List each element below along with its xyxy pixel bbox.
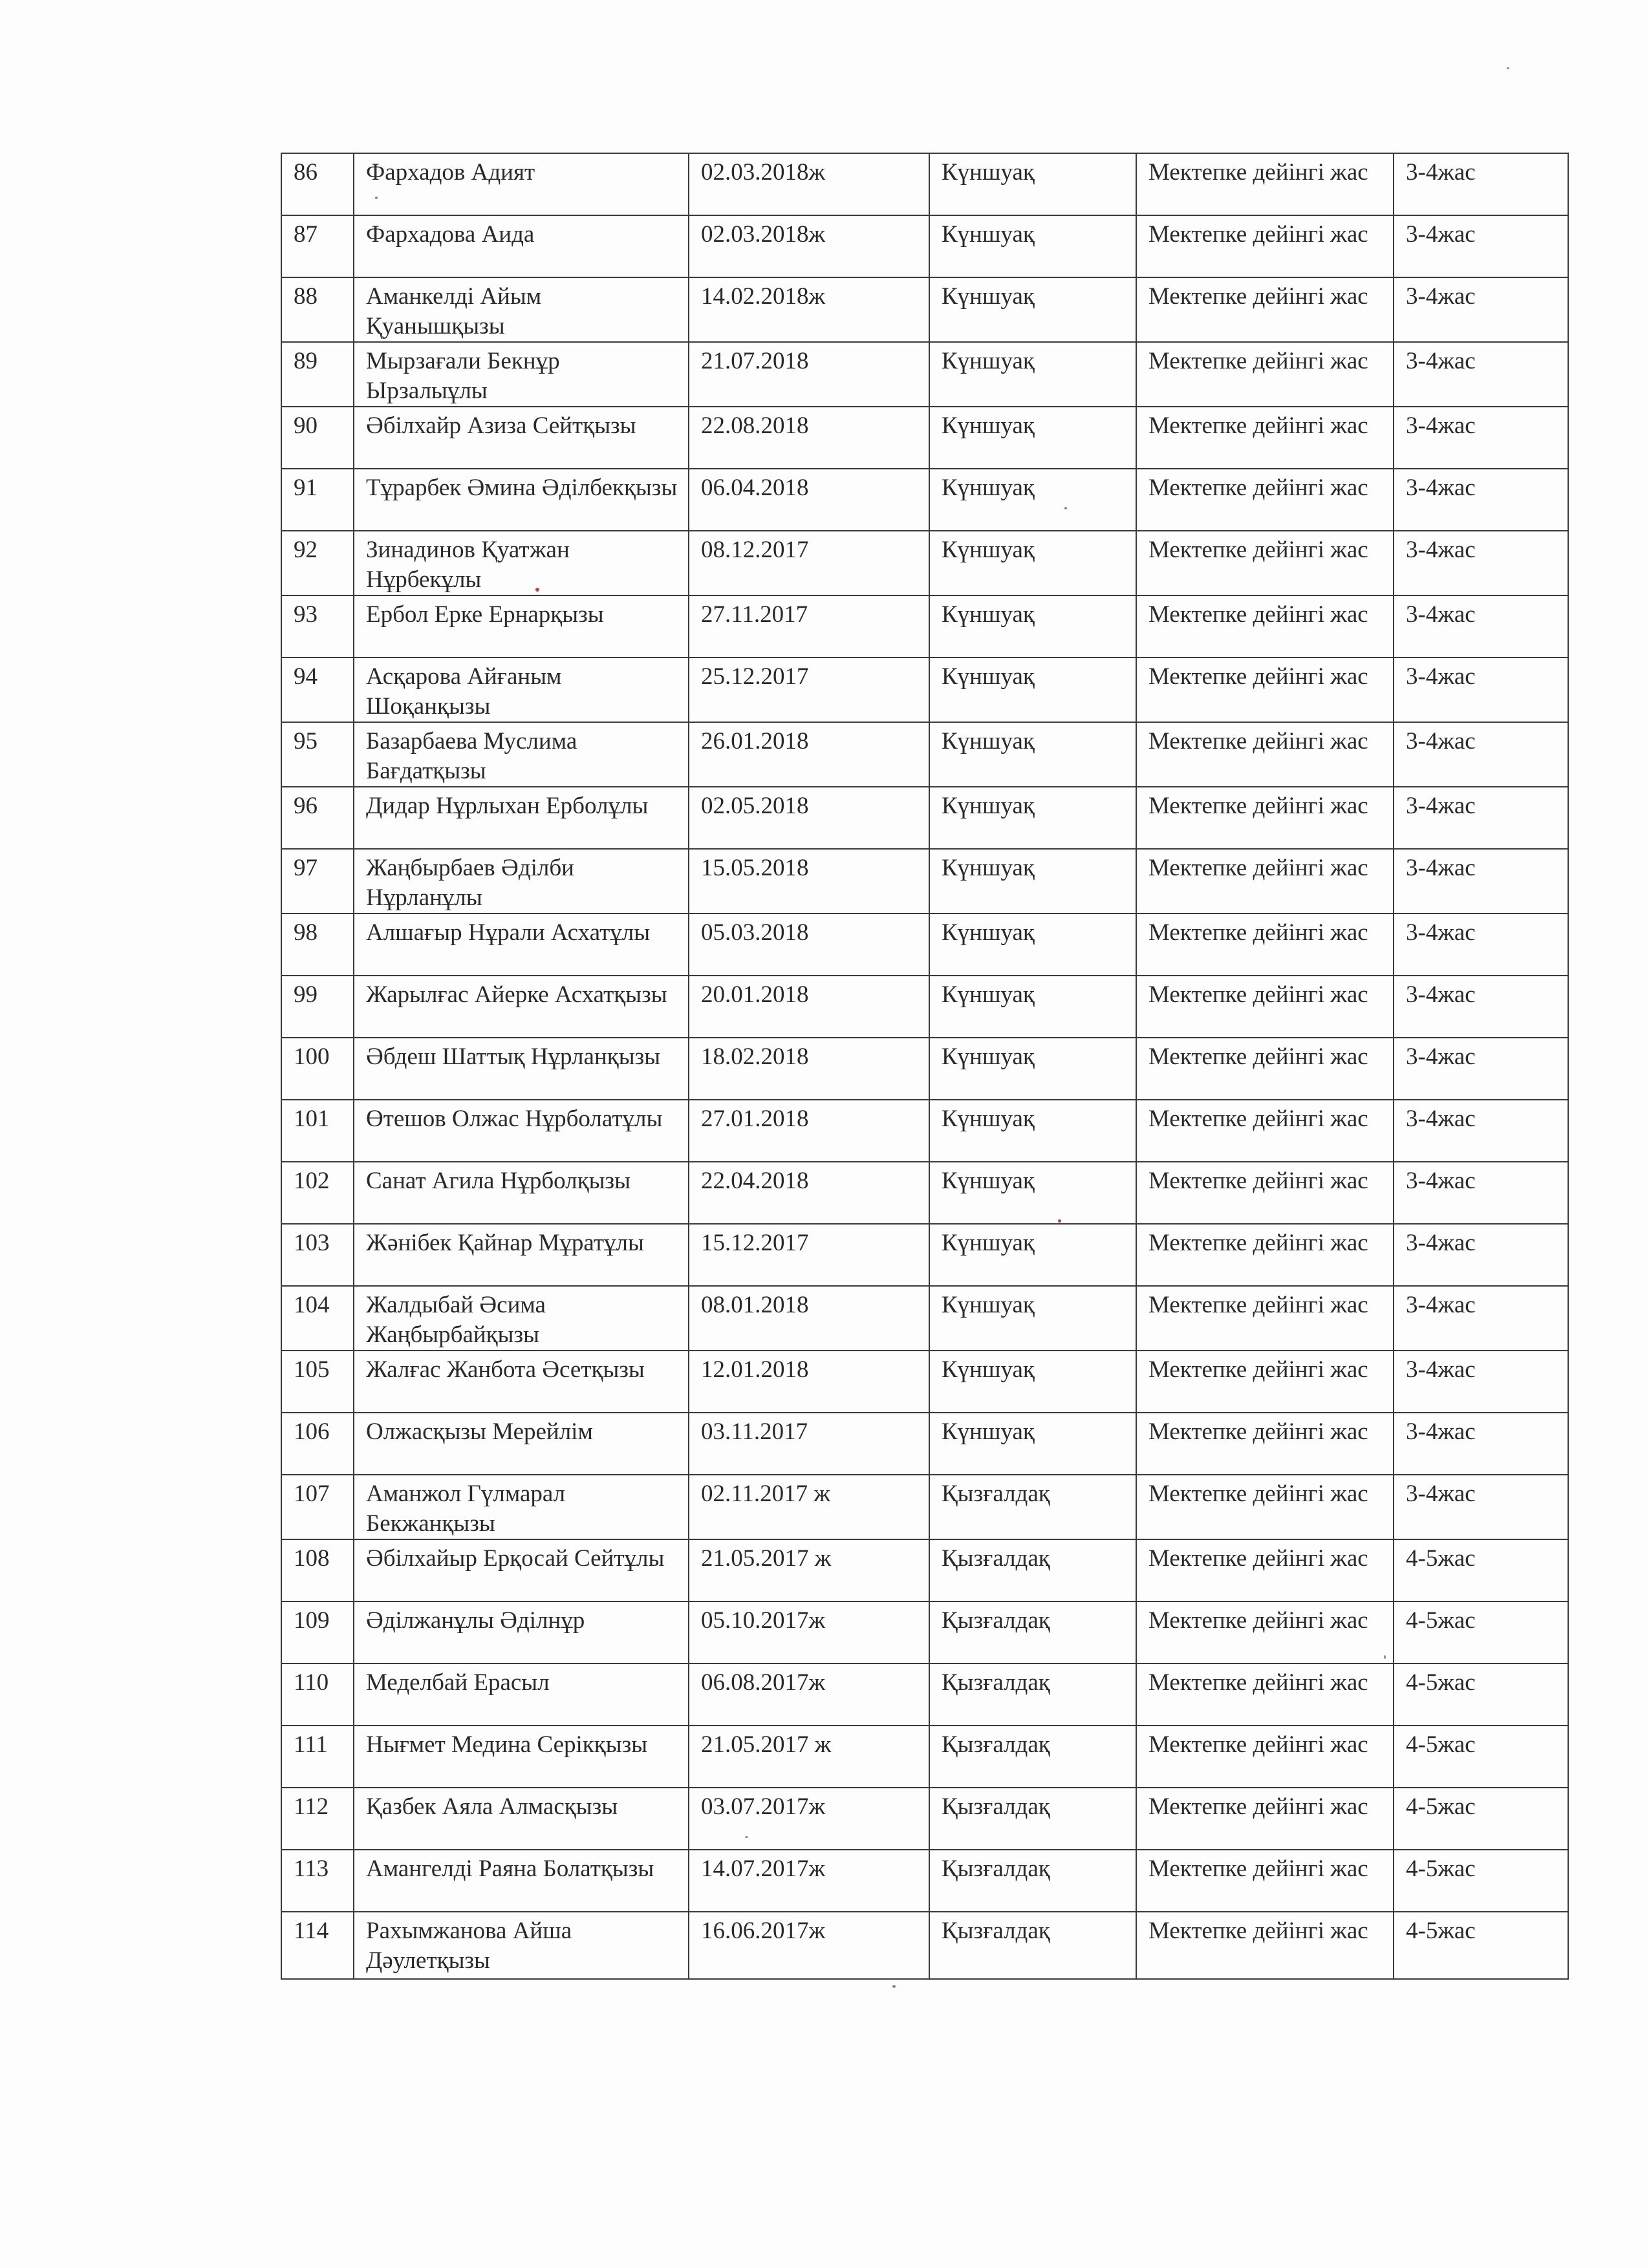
- scan-speck: [892, 1985, 896, 1988]
- age-category-cell: Мектепке дейінгі жас: [1136, 277, 1394, 342]
- age-category-cell: Мектепке дейінгі жас: [1136, 1038, 1394, 1100]
- age-range-cell: 3-4жас: [1394, 1413, 1568, 1475]
- child-name-cell: Зинадинов Қуатжан Нұрбекұлы: [354, 531, 689, 595]
- age-category-cell: Мектепке дейінгі жас: [1136, 658, 1394, 722]
- age-category-cell: Мектепке дейінгі жас: [1136, 787, 1394, 849]
- scan-speck: [375, 197, 378, 199]
- group-name-cell: Күншуақ: [929, 407, 1136, 469]
- group-name-cell: Қызғалдақ: [929, 1912, 1136, 1979]
- age-category-cell: Мектепке дейінгі жас: [1136, 722, 1394, 787]
- row-number-cell: 100: [281, 1038, 354, 1100]
- table-row: [281, 407, 1568, 469]
- age-range-cell: 3-4жас: [1394, 722, 1568, 787]
- age-range-cell: 3-4жас: [1394, 342, 1568, 407]
- age-range-cell: 3-4жас: [1394, 658, 1568, 722]
- child-name-cell: Жалғас Жанбота Әсетқызы: [354, 1351, 689, 1413]
- table-row: [281, 531, 1568, 595]
- birth-date-cell: 06.04.2018: [689, 469, 929, 531]
- child-name-cell: Амангелді Раяна Болатқызы: [354, 1850, 689, 1912]
- age-range-cell: 3-4жас: [1394, 469, 1568, 531]
- table-row: [281, 1788, 1568, 1850]
- birth-date-cell: 21.05.2017 ж: [689, 1539, 929, 1601]
- child-name-cell: Тұрарбек Әмина Әділбекқызы: [354, 469, 689, 531]
- age-category-cell: Мектепке дейінгі жас: [1136, 469, 1394, 531]
- age-category-cell: Мектепке дейінгі жас: [1136, 1912, 1394, 1979]
- group-name-cell: Қызғалдақ: [929, 1664, 1136, 1726]
- group-name-cell: Қызғалдақ: [929, 1850, 1136, 1912]
- table-row: [281, 787, 1568, 849]
- row-number-cell: 89: [281, 342, 354, 407]
- table-row: [281, 1351, 1568, 1413]
- table-row: [281, 1475, 1568, 1539]
- age-category-cell: Мектепке дейінгі жас: [1136, 215, 1394, 277]
- child-name-cell: Әбдеш Шаттық Нұрланқызы: [354, 1038, 689, 1100]
- row-number-cell: 103: [281, 1224, 354, 1286]
- birth-date-cell: 03.11.2017: [689, 1413, 929, 1475]
- row-number-cell: 97: [281, 849, 354, 914]
- child-name-cell: Қазбек Аяла Алмасқызы: [354, 1788, 689, 1850]
- age-category-cell: Мектепке дейінгі жас: [1136, 1475, 1394, 1539]
- row-number-cell: 110: [281, 1664, 354, 1726]
- child-name-cell: Олжасқызы Мерейлім: [354, 1413, 689, 1475]
- birth-date-cell: 14.02.2018ж: [689, 277, 929, 342]
- row-number-cell: 86: [281, 153, 354, 215]
- child-name-cell: Нығмет Медина Серікқызы: [354, 1726, 689, 1788]
- group-name-cell: Қызғалдақ: [929, 1475, 1136, 1539]
- age-range-cell: 3-4жас: [1394, 1162, 1568, 1224]
- age-category-cell: Мектепке дейінгі жас: [1136, 1726, 1394, 1788]
- scan-speck: [1507, 67, 1509, 69]
- birth-date-cell: 22.08.2018: [689, 407, 929, 469]
- age-category-cell: Мектепке дейінгі жас: [1136, 407, 1394, 469]
- table-row: [281, 658, 1568, 722]
- age-category-cell: Мектепке дейінгі жас: [1136, 1162, 1394, 1224]
- scan-speck: [1058, 1219, 1061, 1223]
- row-number-cell: 113: [281, 1850, 354, 1912]
- group-name-cell: Күншуақ: [929, 1413, 1136, 1475]
- group-name-cell: Күншуақ: [929, 469, 1136, 531]
- row-number-cell: 111: [281, 1726, 354, 1788]
- table-row: [281, 469, 1568, 531]
- child-name-cell: Фархадова Аида: [354, 215, 689, 277]
- birth-date-cell: 15.12.2017: [689, 1224, 929, 1286]
- group-name-cell: Күншуақ: [929, 658, 1136, 722]
- age-category-cell: Мектепке дейінгі жас: [1136, 914, 1394, 976]
- age-category-cell: Мектепке дейінгі жас: [1136, 849, 1394, 914]
- group-name-cell: Күншуақ: [929, 914, 1136, 976]
- table-row: [281, 595, 1568, 658]
- table-row: [281, 1286, 1568, 1351]
- table-row: [281, 1224, 1568, 1286]
- birth-date-cell: 02.11.2017 ж: [689, 1475, 929, 1539]
- child-name-cell: Аманжол Гүлмарал Бекжанқызы: [354, 1475, 689, 1539]
- age-range-cell: 3-4жас: [1394, 1286, 1568, 1351]
- group-name-cell: Күншуақ: [929, 1351, 1136, 1413]
- age-range-cell: 3-4жас: [1394, 1224, 1568, 1286]
- age-range-cell: 3-4жас: [1394, 1351, 1568, 1413]
- age-category-cell: Мектепке дейінгі жас: [1136, 1850, 1394, 1912]
- scan-speck: [745, 1836, 748, 1838]
- scan-speck: [1384, 1655, 1386, 1659]
- age-range-cell: 4-5жас: [1394, 1726, 1568, 1788]
- group-name-cell: Қызғалдақ: [929, 1726, 1136, 1788]
- age-range-cell: 4-5жас: [1394, 1850, 1568, 1912]
- child-name-cell: Мырзағали Бекнұр Ырзалыұлы: [354, 342, 689, 407]
- group-name-cell: Күншуақ: [929, 1224, 1136, 1286]
- group-name-cell: Күншуақ: [929, 787, 1136, 849]
- birth-date-cell: 27.11.2017: [689, 595, 929, 658]
- table-row: [281, 722, 1568, 787]
- birth-date-cell: 20.01.2018: [689, 976, 929, 1038]
- birth-date-cell: 05.10.2017ж: [689, 1601, 929, 1664]
- age-range-cell: 4-5жас: [1394, 1601, 1568, 1664]
- birth-date-cell: 27.01.2018: [689, 1100, 929, 1162]
- table-row: [281, 342, 1568, 407]
- age-range-cell: 3-4жас: [1394, 153, 1568, 215]
- row-number-cell: 92: [281, 531, 354, 595]
- birth-date-cell: 02.05.2018: [689, 787, 929, 849]
- age-category-cell: Мектепке дейінгі жас: [1136, 342, 1394, 407]
- birth-date-cell: 08.12.2017: [689, 531, 929, 595]
- row-number-cell: 109: [281, 1601, 354, 1664]
- row-number-cell: 114: [281, 1912, 354, 1979]
- age-range-cell: 3-4жас: [1394, 531, 1568, 595]
- birth-date-cell: 15.05.2018: [689, 849, 929, 914]
- age-range-cell: 3-4жас: [1394, 595, 1568, 658]
- table-row: [281, 1912, 1568, 1979]
- age-category-cell: Мектепке дейінгі жас: [1136, 1224, 1394, 1286]
- child-name-cell: Жалдыбай Әсима Жаңбырбайқызы: [354, 1286, 689, 1351]
- age-range-cell: 3-4жас: [1394, 407, 1568, 469]
- age-range-cell: 3-4жас: [1394, 1100, 1568, 1162]
- table-row: [281, 914, 1568, 976]
- birth-date-cell: 06.08.2017ж: [689, 1664, 929, 1726]
- age-range-cell: 3-4жас: [1394, 976, 1568, 1038]
- age-range-cell: 3-4жас: [1394, 1038, 1568, 1100]
- child-name-cell: Жәнібек Қайнар Мұратұлы: [354, 1224, 689, 1286]
- group-name-cell: Қызғалдақ: [929, 1539, 1136, 1601]
- child-name-cell: Ербол Ерке Ернарқызы: [354, 595, 689, 658]
- age-range-cell: 4-5жас: [1394, 1664, 1568, 1726]
- group-name-cell: Қызғалдақ: [929, 1788, 1136, 1850]
- child-name-cell: Асқарова Айғаным Шоқанқызы: [354, 658, 689, 722]
- birth-date-cell: 14.07.2017ж: [689, 1850, 929, 1912]
- age-range-cell: 3-4жас: [1394, 277, 1568, 342]
- child-name-cell: Әбілхайыр Ерқосай Сейтұлы: [354, 1539, 689, 1601]
- age-range-cell: 3-4жас: [1394, 787, 1568, 849]
- age-category-cell: Мектепке дейінгі жас: [1136, 1351, 1394, 1413]
- row-number-cell: 87: [281, 215, 354, 277]
- age-category-cell: Мектепке дейінгі жас: [1136, 1413, 1394, 1475]
- table-row: [281, 1601, 1568, 1664]
- child-name-cell: Өтешов Олжас Нұрболатұлы: [354, 1100, 689, 1162]
- group-name-cell: Күншуақ: [929, 1038, 1136, 1100]
- age-category-cell: Мектепке дейінгі жас: [1136, 531, 1394, 595]
- birth-date-cell: 22.04.2018: [689, 1162, 929, 1224]
- group-name-cell: Күншуақ: [929, 1100, 1136, 1162]
- child-name-cell: Меделбай Ерасыл: [354, 1664, 689, 1726]
- age-range-cell: 3-4жас: [1394, 849, 1568, 914]
- children-roster-table: [281, 153, 1569, 1980]
- row-number-cell: 108: [281, 1539, 354, 1601]
- birth-date-cell: 02.03.2018ж: [689, 215, 929, 277]
- child-name-cell: Дидар Нұрлыхан Ерболұлы: [354, 787, 689, 849]
- table-row: [281, 153, 1568, 215]
- table-row: [281, 849, 1568, 914]
- row-number-cell: 95: [281, 722, 354, 787]
- child-name-cell: Жарылғас Айерке Асхатқызы: [354, 976, 689, 1038]
- child-name-cell: Аманкелді Айым Қуанышқызы: [354, 277, 689, 342]
- birth-date-cell: 08.01.2018: [689, 1286, 929, 1351]
- birth-date-cell: 25.12.2017: [689, 658, 929, 722]
- age-category-cell: Мектепке дейінгі жас: [1136, 1788, 1394, 1850]
- birth-date-cell: 21.05.2017 ж: [689, 1726, 929, 1788]
- table-row: [281, 1100, 1568, 1162]
- birth-date-cell: 03.07.2017ж: [689, 1788, 929, 1850]
- group-name-cell: Күншуақ: [929, 976, 1136, 1038]
- table-row: [281, 1038, 1568, 1100]
- scan-speck: [535, 588, 539, 592]
- age-category-cell: Мектепке дейінгі жас: [1136, 976, 1394, 1038]
- child-name-cell: Әбілхайр Азиза Сейтқызы: [354, 407, 689, 469]
- row-number-cell: 102: [281, 1162, 354, 1224]
- group-name-cell: Күншуақ: [929, 277, 1136, 342]
- row-number-cell: 112: [281, 1788, 354, 1850]
- child-name-cell: Жаңбырбаев Әділби Нұрланұлы: [354, 849, 689, 914]
- table-row: [281, 1726, 1568, 1788]
- row-number-cell: 106: [281, 1413, 354, 1475]
- child-name-cell: Базарбаева Муслима Бағдатқызы: [354, 722, 689, 787]
- row-number-cell: 98: [281, 914, 354, 976]
- age-range-cell: 3-4жас: [1394, 215, 1568, 277]
- child-name-cell: Санат Агила Нұрболқызы: [354, 1162, 689, 1224]
- group-name-cell: Күншуақ: [929, 531, 1136, 595]
- age-range-cell: 4-5жас: [1394, 1539, 1568, 1601]
- birth-date-cell: 16.06.2017ж: [689, 1912, 929, 1979]
- age-category-cell: Мектепке дейінгі жас: [1136, 1100, 1394, 1162]
- child-name-cell: Алшағыр Нұрали Асхатұлы: [354, 914, 689, 976]
- age-category-cell: Мектепке дейінгі жас: [1136, 1601, 1394, 1664]
- row-number-cell: 94: [281, 658, 354, 722]
- row-number-cell: 90: [281, 407, 354, 469]
- birth-date-cell: 26.01.2018: [689, 722, 929, 787]
- age-category-cell: Мектепке дейінгі жас: [1136, 1539, 1394, 1601]
- roster-body: [281, 153, 1568, 1979]
- group-name-cell: Күншуақ: [929, 342, 1136, 407]
- table-row: [281, 1162, 1568, 1224]
- row-number-cell: 91: [281, 469, 354, 531]
- group-name-cell: Күншуақ: [929, 1162, 1136, 1224]
- row-number-cell: 104: [281, 1286, 354, 1351]
- table-row: [281, 1413, 1568, 1475]
- group-name-cell: Күншуақ: [929, 153, 1136, 215]
- age-category-cell: Мектепке дейінгі жас: [1136, 153, 1394, 215]
- table-row: [281, 976, 1568, 1038]
- group-name-cell: Қызғалдақ: [929, 1601, 1136, 1664]
- age-range-cell: 4-5жас: [1394, 1788, 1568, 1850]
- table-row: [281, 215, 1568, 277]
- table-row: [281, 1850, 1568, 1912]
- scan-speck: [1064, 507, 1067, 509]
- birth-date-cell: 02.03.2018ж: [689, 153, 929, 215]
- birth-date-cell: 21.07.2018: [689, 342, 929, 407]
- child-name-cell: Рахымжанова Айша Дәулетқызы: [354, 1912, 689, 1979]
- age-category-cell: Мектепке дейінгі жас: [1136, 1664, 1394, 1726]
- group-name-cell: Күншуақ: [929, 722, 1136, 787]
- age-range-cell: 3-4жас: [1394, 1475, 1568, 1539]
- age-category-cell: Мектепке дейінгі жас: [1136, 1286, 1394, 1351]
- group-name-cell: Күншуақ: [929, 1286, 1136, 1351]
- row-number-cell: 101: [281, 1100, 354, 1162]
- row-number-cell: 96: [281, 787, 354, 849]
- child-name-cell: Фархадов Адият: [354, 153, 689, 215]
- row-number-cell: 88: [281, 277, 354, 342]
- age-range-cell: 3-4жас: [1394, 914, 1568, 976]
- row-number-cell: 105: [281, 1351, 354, 1413]
- birth-date-cell: 18.02.2018: [689, 1038, 929, 1100]
- child-name-cell: Әділжанұлы Әділнұр: [354, 1601, 689, 1664]
- group-name-cell: Күншуақ: [929, 595, 1136, 658]
- group-name-cell: Күншуақ: [929, 849, 1136, 914]
- birth-date-cell: 05.03.2018: [689, 914, 929, 976]
- birth-date-cell: 12.01.2018: [689, 1351, 929, 1413]
- group-name-cell: Күншуақ: [929, 215, 1136, 277]
- age-range-cell: 4-5жас: [1394, 1912, 1568, 1979]
- age-category-cell: Мектепке дейінгі жас: [1136, 595, 1394, 658]
- table-row: [281, 277, 1568, 342]
- row-number-cell: 107: [281, 1475, 354, 1539]
- row-number-cell: 93: [281, 595, 354, 658]
- table-row: [281, 1664, 1568, 1726]
- table-row: [281, 1539, 1568, 1601]
- row-number-cell: 99: [281, 976, 354, 1038]
